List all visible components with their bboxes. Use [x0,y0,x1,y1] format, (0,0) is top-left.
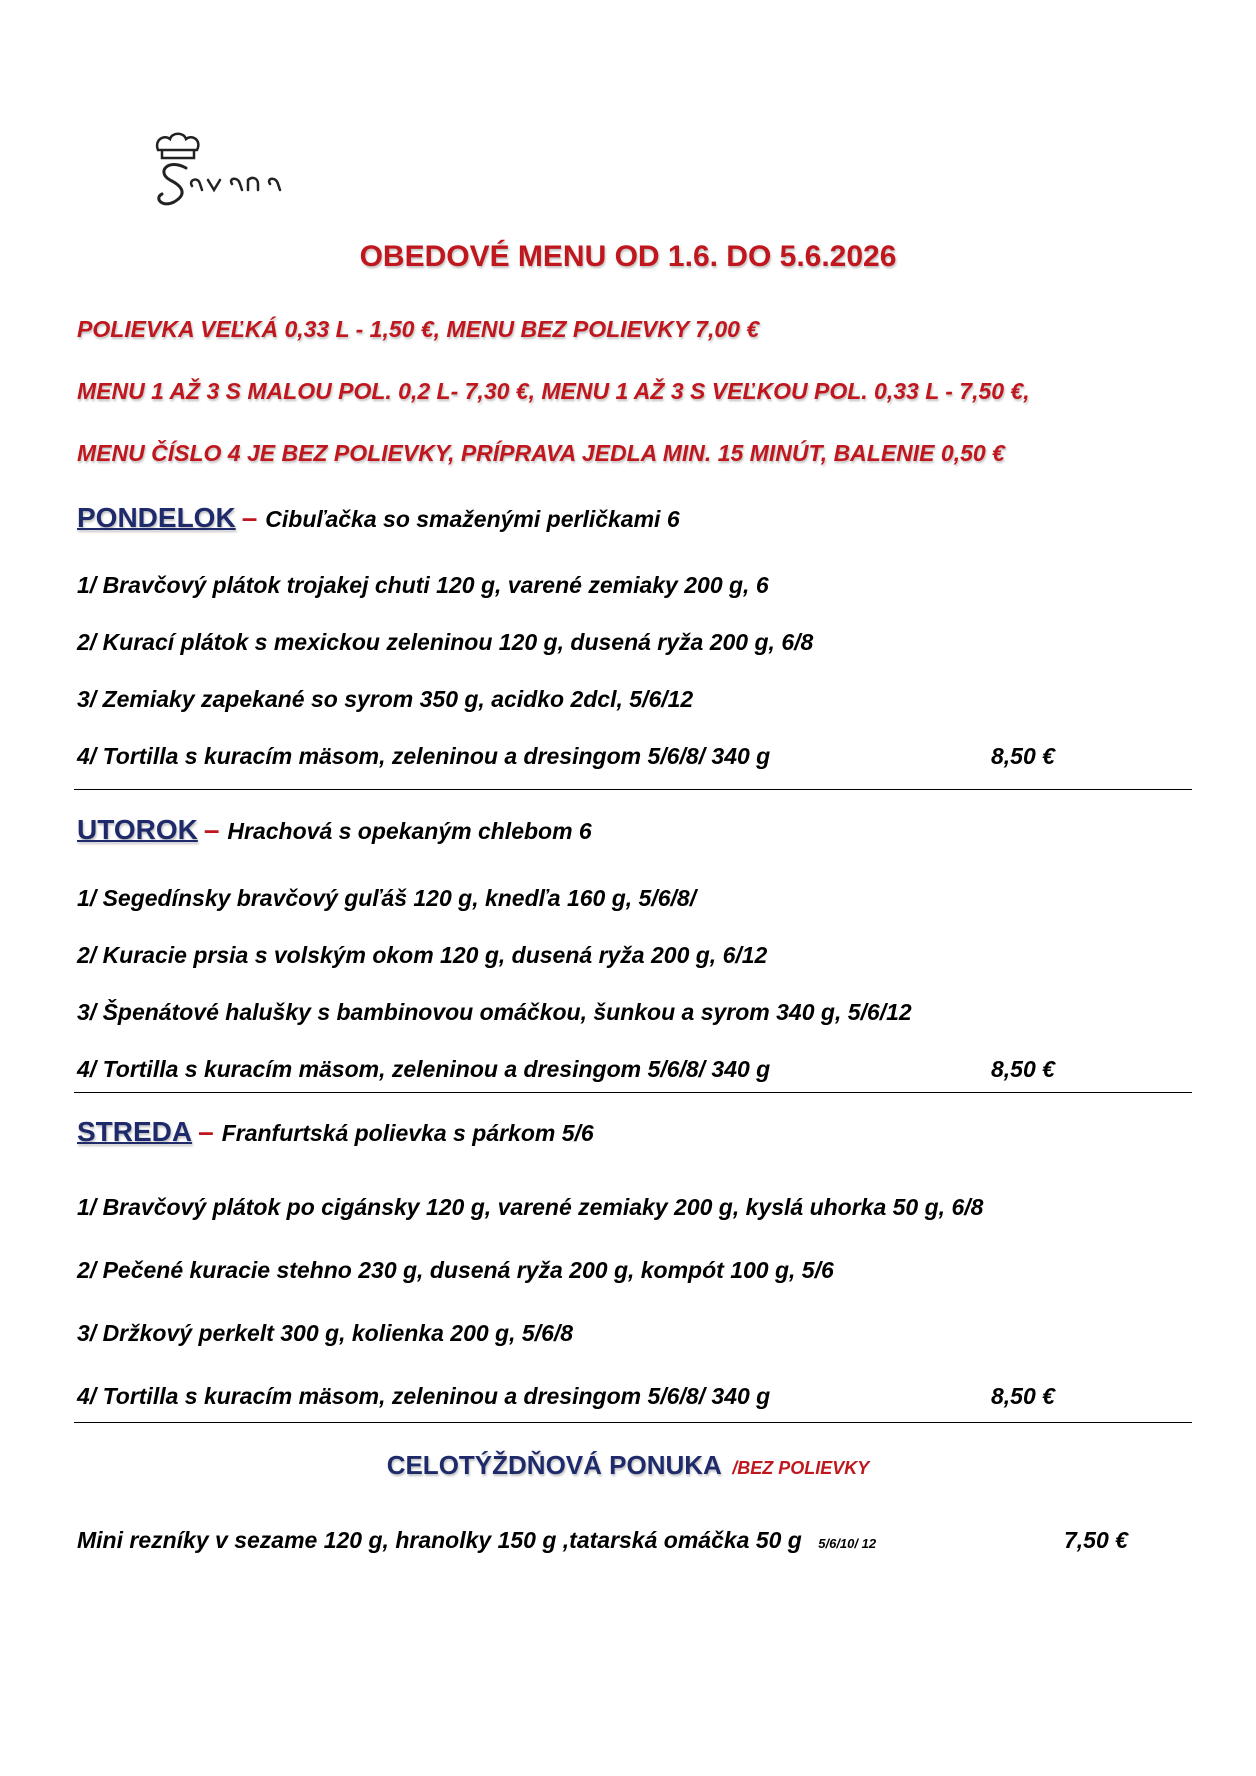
menu-item: 3/ Držkový perkelt 300 g, kolienka 200 g, 5/6/8 [77,1320,574,1346]
item-price: 8,50 € [991,743,1055,769]
weekly-item [77,1527,876,1554]
weekly-offer-header [0,1450,1256,1481]
info-line-2: MENU 1 AŽ 3 S MALOU POL. 0,2 L- 7,30 €, MENU 1 AŽ 3 S VEĽKOU POL. 0,33 L - 7,50 €, [77,378,1030,404]
day-name: STREDA [77,1116,193,1147]
day-soup: Cibuľačka so smaženými perličkami 6 [265,506,680,532]
day-header-monday [77,502,680,534]
weekly-item-text: Mini rezníky v sezame 120 g, hranolky 150 g ,tatarská omáčka 50 g [77,1527,802,1553]
info-line-1: POLIEVKA VEĽKÁ 0,33 L - 1,50 €, MENU BEZ POLIEVKY 7,00 € [77,316,760,342]
menu-item: 4/ Tortilla s kuracím mäsom, zeleninou a dresingom 5/6/8/ 340 g [77,1383,771,1409]
divider [74,1422,1192,1423]
divider [74,789,1192,790]
savana-logo [148,128,298,208]
menu-item: 2/ Pečené kuracie stehno 230 g, dusená ryža 200 g, kompót 100 g, 5/6 [77,1257,834,1283]
day-name: PONDELOK [77,502,236,533]
chef-hat-icon [148,128,298,208]
day-name: UTOROK [77,814,198,845]
day-dash: – [241,502,258,533]
weekly-title: CELOTÝŽDŇOVÁ PONUKA [386,1450,722,1480]
day-soup: Franfurtská polievka s párkom 5/6 [221,1120,594,1146]
day-header-tuesday [77,814,592,846]
menu-item: 1/ Bravčový plátok trojakej chuti 120 g, varené zemiaky 200 g, 6 [77,572,769,598]
day-dash: – [203,814,220,845]
menu-item: 1/ Bravčový plátok po cigánsky 120 g, varené zemiaky 200 g, kyslá uhorka 50 g, 6/8 [77,1194,984,1220]
item-price: 8,50 € [991,1056,1055,1082]
menu-item: 2/ Kuracie prsia s volským okom 120 g, dusená ryža 200 g, 6/12 [77,942,768,968]
weekly-subtitle: /BEZ POLIEVKY [732,1458,870,1478]
menu-item: 2/ Kurací plátok s mexickou zeleninou 120 g, dusená ryža 200 g, 6/8 [77,629,814,655]
day-soup: Hrachová s opekaným chlebom 6 [227,818,592,844]
menu-item: 4/ Tortilla s kuracím mäsom, zeleninou a dresingom 5/6/8/ 340 g [77,1056,771,1082]
menu-item: 4/ Tortilla s kuracím mäsom, zeleninou a dresingom 5/6/8/ 340 g [77,743,771,769]
menu-item: 3/ Špenátové halušky s bambinovou omáčkou, šunkou a syrom 340 g, 5/6/12 [77,999,912,1025]
weekly-allergens: 5/6/10/ 12 [818,1536,877,1551]
weekly-price: 7,50 € [1064,1527,1128,1553]
day-header-wednesday [77,1116,594,1148]
info-line-3: MENU ČÍSLO 4 JE BEZ POLIEVKY, PRÍPRAVA JEDLA MIN. 15 MINÚT, BALENIE 0,50 € [77,440,1005,466]
day-dash: – [198,1116,214,1147]
item-price: 8,50 € [991,1383,1055,1409]
divider [74,1092,1192,1093]
menu-item: 1/ Segedínsky bravčový guľáš 120 g, knedľa 160 g, 5/6/8/ [77,885,697,911]
menu-title: OBEDOVÉ MENU OD 1.6. DO 5.6.2026 [359,240,897,273]
menu-item: 3/ Zemiaky zapekané so syrom 350 g, acidko 2dcl, 5/6/12 [77,686,694,712]
